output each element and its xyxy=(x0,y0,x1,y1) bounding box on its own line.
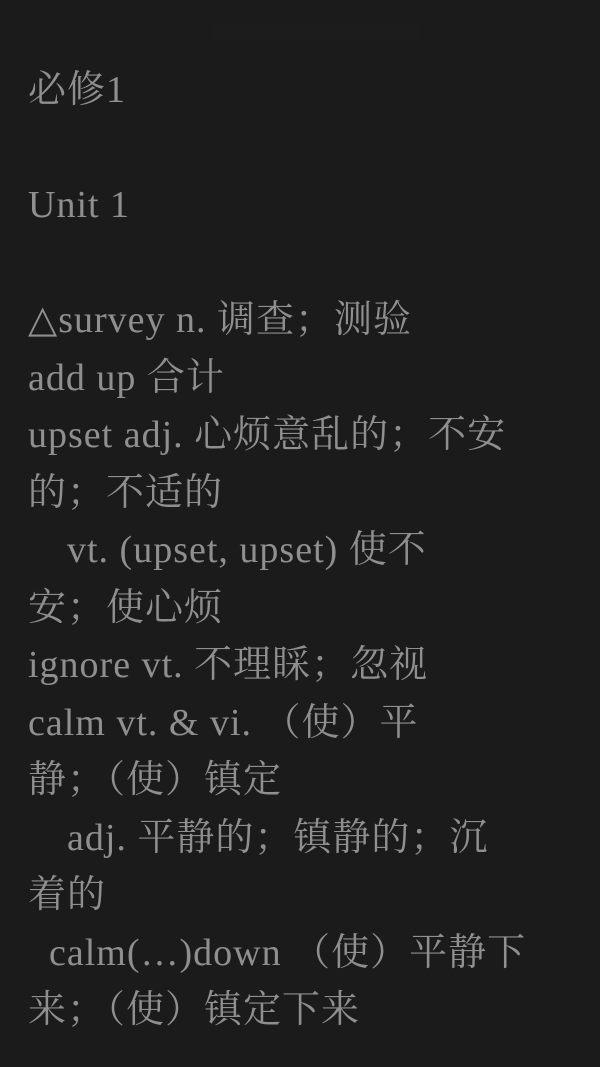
text-line: calm(…)down （使）平静下 xyxy=(28,931,527,974)
text-line: Unit 1 xyxy=(28,184,131,226)
text-line: vt. (upset, upset) 使不 xyxy=(28,529,427,571)
text-line: 的；不适的 xyxy=(28,471,224,514)
text-line: calm vt. & vi. （使）平 xyxy=(28,701,419,744)
text-line xyxy=(28,120,580,178)
text-line: 来；（使）镇定下来 xyxy=(28,989,361,1031)
text-line: ignore vt. 不理睬；忽视 xyxy=(28,644,429,686)
text-line: 着的 xyxy=(28,874,107,916)
text-line xyxy=(28,235,580,293)
text-line: add up 合计 xyxy=(28,356,225,399)
text-line: 安；使心烦 xyxy=(28,586,224,629)
text-line: upset adj. 心烦意乱的；不安 xyxy=(28,414,507,456)
text-line: △survey n. 调查；测验 xyxy=(28,299,413,341)
text-line: 必修1 xyxy=(28,69,127,111)
text-line: 静；（使）镇定 xyxy=(28,759,283,801)
text-line: adj. 平静的；镇静的；沉 xyxy=(28,816,489,859)
